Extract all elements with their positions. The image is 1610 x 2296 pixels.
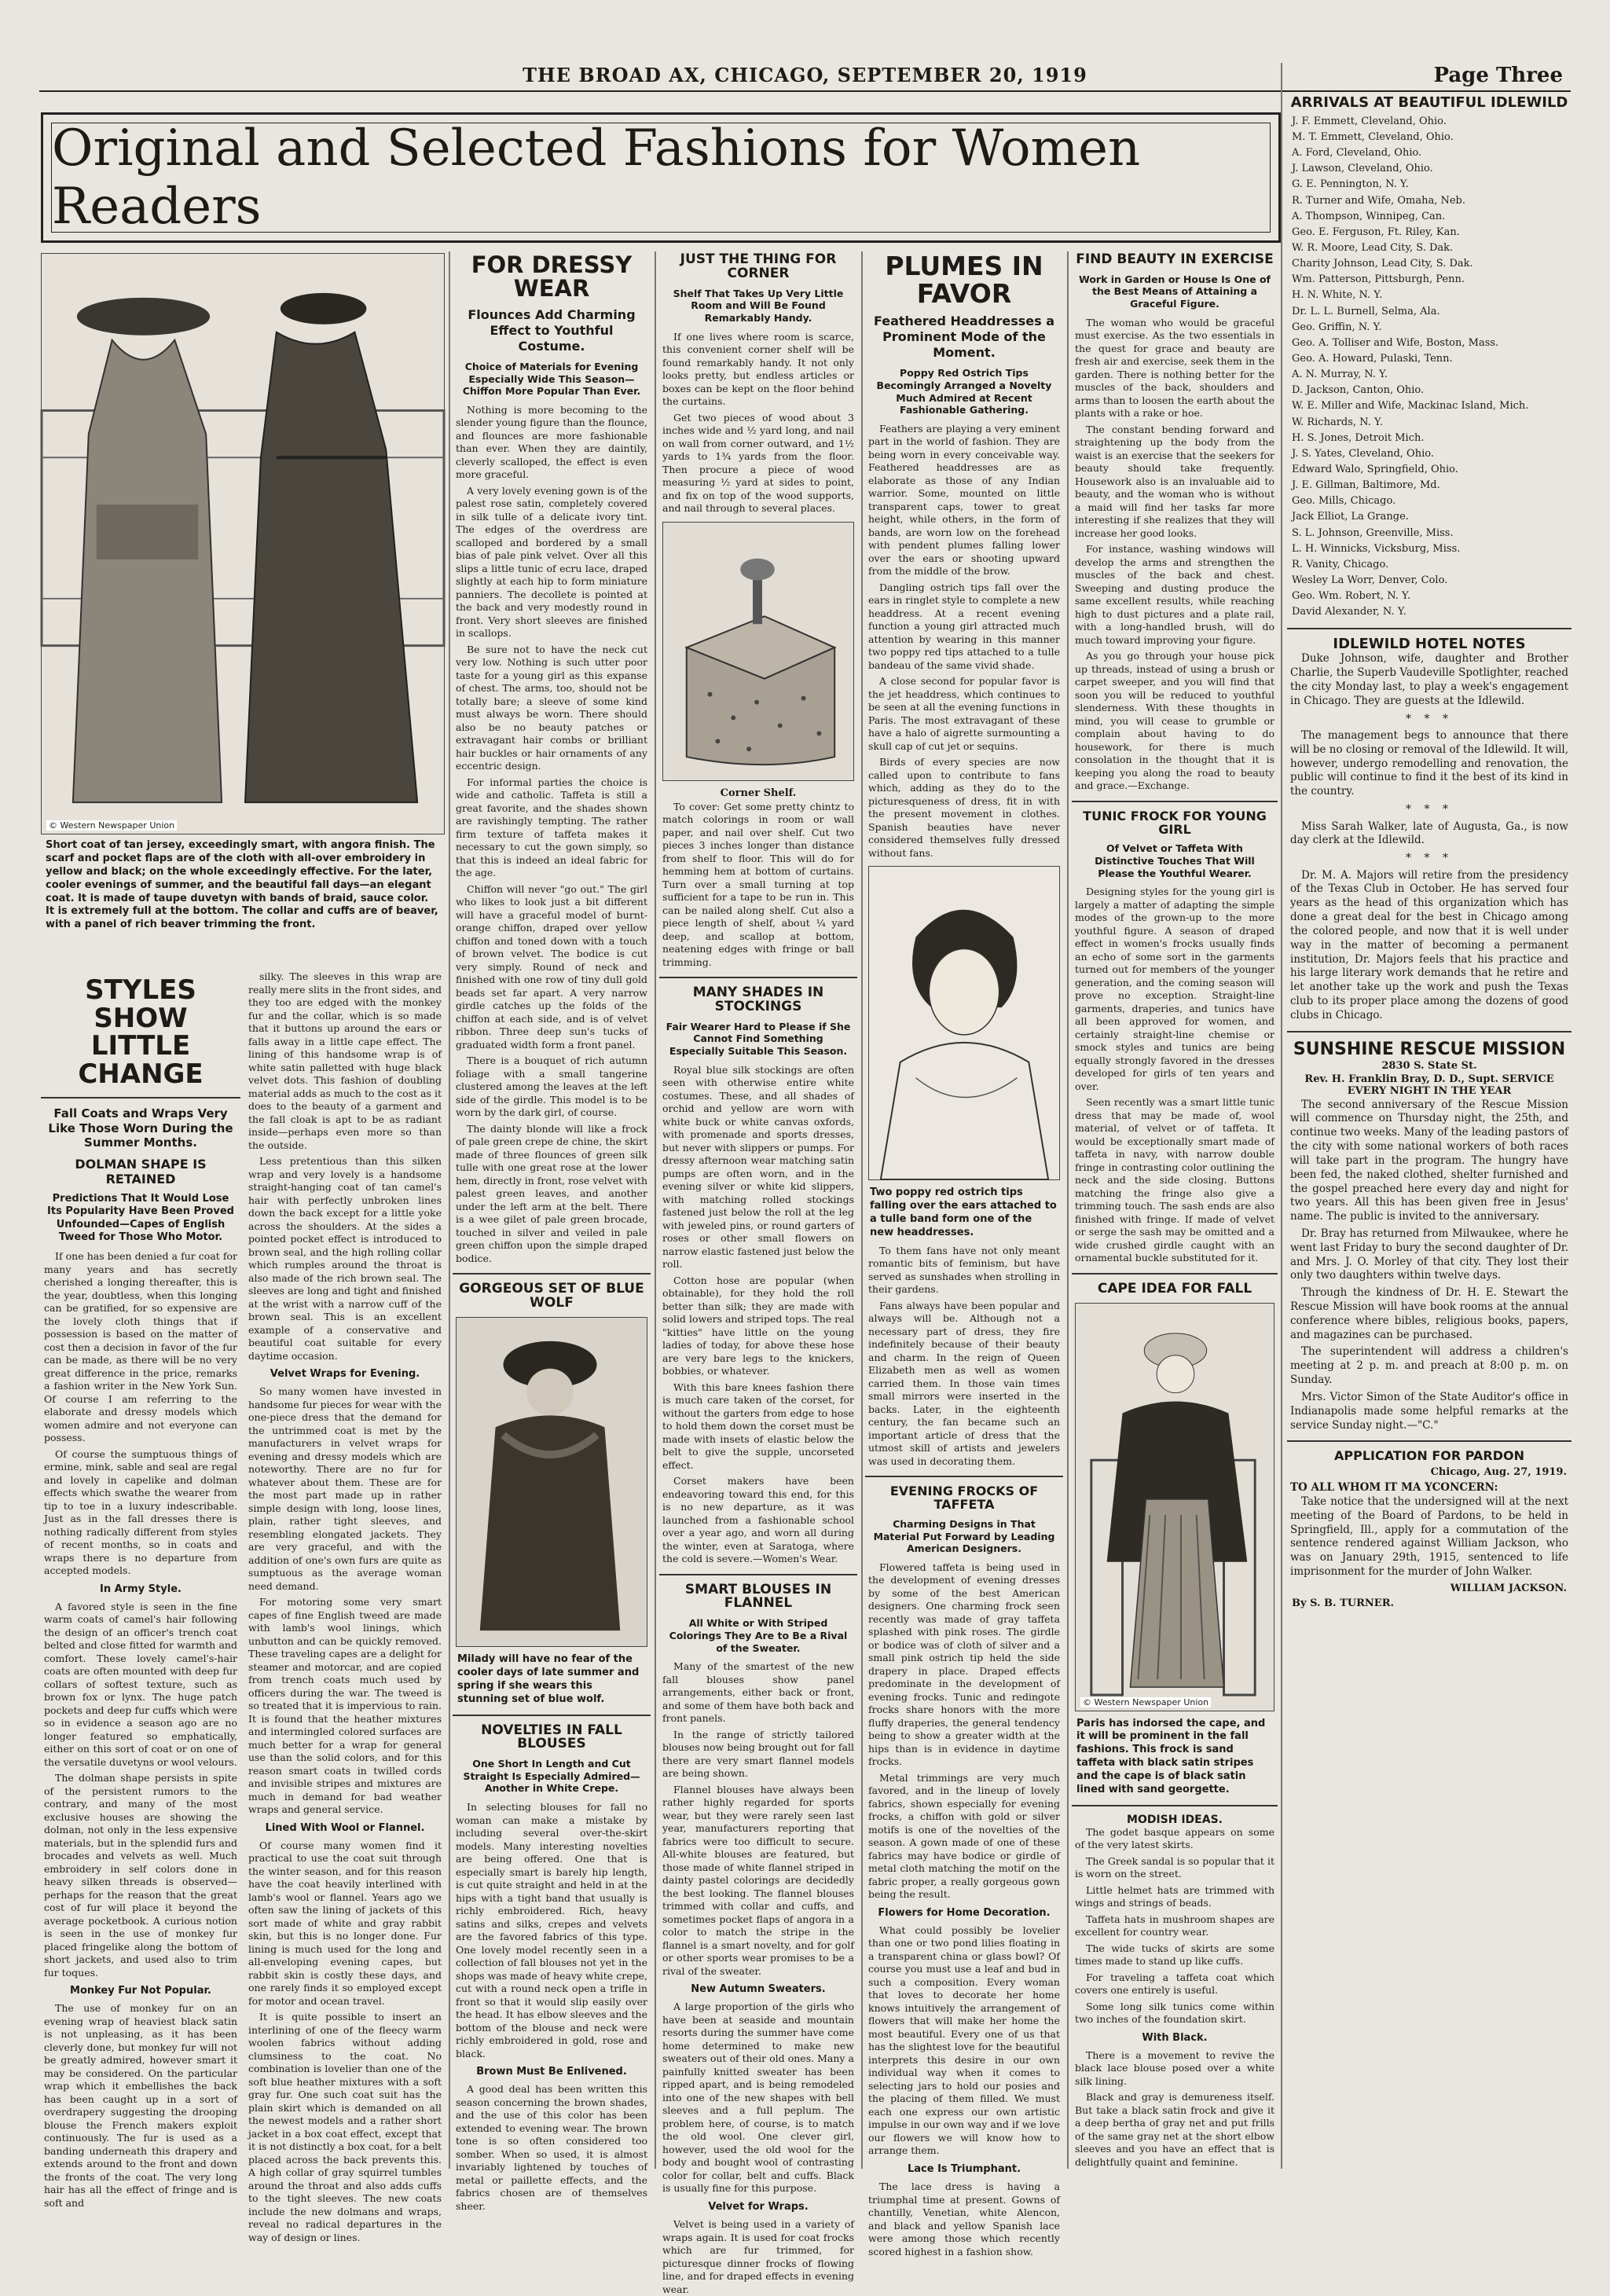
column-rule xyxy=(449,251,450,2169)
paragraph: The dainty blonde will like a frock of pale green crepe de chine, the skirt made of three flounces of green silk tulle with one great rose at the lower hem, directly in front, rose velvet with palest green leaves, and another under the left arm at the belt. There is a wee gilet of pale green brocade, touched in silver and veiled in pale green chiffon upon the simple draped bodice. xyxy=(456,1122,647,1264)
arrival-entry: Geo. Wm. Robert, N. Y. xyxy=(1292,590,1411,603)
column-rule xyxy=(1281,63,1282,2169)
figure-caption: Two poppy red ostrich tips falling over the ears attached to a tulle band form one of the new headdresses. xyxy=(870,1187,1057,1238)
paragraph: Dr. Bray has returned from Milwaukee, where he went last Friday to bury the second daughter of Dr. and Mrs. J. O. Morley of that city. They lost their only two daughters within twelve days. xyxy=(1290,1227,1568,1282)
paragraph: Dr. M. A. Majors will retire from the presidency of the Texas Club in October. He has served four years as the head of this organization which has done a great deal for the best in Chicago among the colored people, and now that it is well under way in the matter of becoming a permanent institution, Dr. Majors feels that his practice and his large literary work demands that he retire and let another take up the work and push the Texas club to its proper place among the dozens of good clubs in Chicago. xyxy=(1290,868,1568,1021)
article-deck: All White or With Striped Colorings They Are to Be a Rival of the Sweater. xyxy=(669,1617,848,1654)
column-rule xyxy=(655,251,656,2169)
paragraph: Flannel blouses have always been rather highly regarded for sports wear, but they were rarely seen last year, manufacturers reporting that fabrics were too difficult to secure. All-white blouses are featured, but those made of white flannel striped in dainty pastel colorings are decidedly the best looking. The flannel blouses trimmed with collar and cuffs, and sometimes pocket flaps of angora in a color to match the stripe in the flannel is a smart novelty, and for golf or other sports wear promises to be a rival of the sweater. xyxy=(662,1783,854,1977)
paragraph: Through the kindness of Dr. H. E. Stewart the Rescue Mission will have book rooms at the annual conference where bibles, religious books, papers, and magazines can be purchased. xyxy=(1290,1286,1568,1341)
paragraph: With this bare knees fashion there is much care taken of the corset, for without the garters from edge to hose to hold them down the corset must be made with insets of elastic below the belt to give the supple, uncorseted effect. xyxy=(662,1381,854,1471)
article-styles-show-little-change xyxy=(41,970,240,2209)
arrival-entry: H. S. Jones, Detroit Mich. xyxy=(1292,431,1425,444)
column-dressy-wear xyxy=(453,251,651,2212)
article-headline: IDLEWILD HOTEL NOTES xyxy=(1333,636,1526,653)
paragraph: Miss Sarah Walker, late of Augusta, Ga., is now day clerk at the Idlewild. xyxy=(1290,820,1568,847)
paragraph: It is quite possible to insert an interlining of one of the fleecy warm woolen fabrics without adding clumsiness to the coat. No combination is lovelier than one of the soft blue heather mixtures with a soft gray fur. One such coat suit has the plain skirt which is demanded on all the newest models and a rather short jacket in a box coat effect, except that it is not distinctly a box coat, for a belt placed across the back prevents this. A high collar of gray squirrel tumbles around the throat and also adds cuffs to the tight sleeves. The new coats include the new dolmans and wraps, reveal no radical departures in the way of design or lines. xyxy=(248,2011,442,2243)
article-body xyxy=(44,1250,237,2210)
arrival-entry: L. H. Winnicks, Vicksburg, Miss. xyxy=(1292,542,1461,555)
mission-pastor: Rev. H. Franklin Bray, D. D., Supt. SERVICE EVERY NIGHT IN THE YEAR xyxy=(1304,1073,1554,1097)
article-body xyxy=(868,423,1060,860)
arrival-entry: R. Turner and Wife, Omaha, Neb. xyxy=(1292,194,1466,207)
arrival-entry: R. Vanity, Chicago. xyxy=(1292,558,1389,570)
article-deck: Flounces Add Charming Effect to Youthful Costume. xyxy=(468,306,636,354)
corner-shelf-illustration xyxy=(662,522,854,781)
paragraph: The godet basque appears on some of the very latest skirts. xyxy=(1075,1825,1274,1851)
paragraph: Designing styles for the young girl is largely a matter of adapting the simple modes of the grown-up to the more youthful figure. A season of draped effect in women's frocks usually finds an echo of some sort in the garments turned out for members of the younger generation, and the coming season will prove no exception. Straight-line garments, draperies, and tunics have all been approved for women, and certainly straight-line chemise or smock styles and tunics are being equally strongly favored in the dresses developed for girls of ten years and over. xyxy=(1075,886,1274,1092)
paragraph: A good deal has been written this season concerning the brown shades, and the use of this color has been extended to evening wear. The brown tone is so often considered too somber. When so used, it is almost invariably lightened by touches of metal or paillette effects, and the fabrics chosen are of themselves sheer. xyxy=(456,2083,647,2212)
paragraph: There is a bouquet of rich autumn foliage with a small tangerine clustered among the leaves at the left side of the girdle. This model is to be worn by the dark girl, of course. xyxy=(456,1054,647,1119)
article-headline: NOVELTIES IN FALL BLOUSES xyxy=(481,1722,622,1752)
article-headline: FIND BEAUTY IN EXERCISE xyxy=(1076,251,1274,267)
article-deck: Feathered Headdresses a Prominent Mode of the Moment. xyxy=(873,314,1055,361)
arrival-entry: Wm. Patterson, Pittsburgh, Penn. xyxy=(1292,273,1465,286)
paragraph: The Greek sandal is so popular that it is worn on the street. xyxy=(1075,1854,1274,1880)
article-headline: APPLICATION FOR PARDON xyxy=(1334,1448,1524,1464)
article-headline: SUNSHINE RESCUE MISSION xyxy=(1293,1039,1566,1059)
subhead: Velvet Wraps for Evening. xyxy=(270,1368,420,1380)
arrival-entry: A. N. Murray, N. Y. xyxy=(1292,369,1388,381)
paragraph: Little helmet hats are trimmed with wings and strings of beads. xyxy=(1075,1883,1274,1909)
separator: * * * xyxy=(1406,852,1453,865)
article-deck: Of Velvet or Taffeta With Distinctive Touches That Will Please the Youthful Wearer. xyxy=(1095,842,1255,879)
separator: * * * xyxy=(1406,803,1453,816)
illustration-caption: Short coat of tan jersey, exceedingly smart, with angora finish. The scarf and pocket flaps are of the cloth with all-over embroidery in yellow and black; on the whole exceedingly effective. For the later, cooler evenings of summer, and the beautiful fall days—an elegant coat. It is made of taupe duvetyn with bands of braid, sauce color. It is extremely full at the bottom. The collar and cuffs are of beaver, with a panel of rich beaver trimming the front. xyxy=(46,839,438,931)
article-body xyxy=(868,1245,1060,1469)
arrival-entry: Dr. L. L. Burnell, Selma, Ala. xyxy=(1292,305,1440,317)
column-plumes xyxy=(865,251,1063,2257)
article-headline: JUST THE THING FOR CORNER xyxy=(680,251,837,281)
article-body xyxy=(1290,1098,1568,1433)
masthead xyxy=(39,59,1571,92)
paragraph: Metal trimmings are very much favored, and in the lineup of lovely fabrics, shown especially for evening frocks, a chiffon with gold or silver motifs is one of the novelties of the season. A gown made of one of these fabrics may have bodice or girdle of metal cloth matching the motif on the fabric proper, a really gorgeous gown being the result. xyxy=(868,1771,1060,1901)
arrival-entry: J. F. Emmett, Cleveland, Ohio. xyxy=(1292,115,1447,127)
article-subhead: DOLMAN SHAPE IS RETAINED xyxy=(75,1157,207,1187)
mission-address: 2830 S. State St. xyxy=(1381,1059,1477,1072)
arrival-entry: Jack Elliot, La Grange. xyxy=(1292,511,1409,523)
paragraph: Take notice that the undersigned will at the next meeting of the Board of Pardons, to be held in Springfield, Ill., apply for a commutation of the sentence rendered against William Jackson, who was on January 29th, 1915, sentenced to life imprisonment for the murder of John Walker. xyxy=(1290,1495,1568,1579)
arrival-entry: M. T. Emmett, Cleveland, Ohio. xyxy=(1292,131,1454,144)
arrival-entry: H. N. White, N. Y. xyxy=(1292,289,1383,302)
paragraph: Many of the smartest of the new fall blouses show panel arrangements, either back or front, and some of them have both back and front panels. xyxy=(662,1660,854,1725)
paragraph: Cotton hose are popular (when obtainable), for they hold the roll better than silk; they are made with solid lowers and striped tops. The real "kitties" have little on the young ladies of today, for above these hose are very bare legs to the knickers, bobbies, or whatever. xyxy=(662,1274,854,1377)
paragraph: Feathers are playing a very eminent part in the world of fashion. They are being worn in every conceivable way. Feathered headdresses are as elaborate as those of any Indian warrior. Some, mounted on little transparent caps, tower to great height, while others, in the form of bands, are worn low on the forehead with pendent plumes falling lower over the ears or shooting upward from the middle of the brow. xyxy=(868,422,1060,578)
article-deck: Work in Garden or House Is One of the Best Means of Attaining a Graceful Figure. xyxy=(1079,273,1271,310)
two-coats-drawing xyxy=(42,254,444,834)
column-rule xyxy=(861,251,863,2169)
article-deck-2: Choice of Materials for Evening Especially Wide This Season—Chiffon More Popular Than Ever. xyxy=(462,360,641,398)
fashion-illustration-block xyxy=(41,253,445,931)
article-headline: FOR DRESSY WEAR xyxy=(471,251,633,303)
arrival-entry: S. L. Johnson, Greenville, Miss. xyxy=(1292,526,1454,539)
article-headline: CAPE IDEA FOR FALL xyxy=(1097,1280,1252,1297)
article-body xyxy=(1290,652,1568,1022)
article-body xyxy=(1075,886,1274,1265)
paragraph: For instance, washing windows will develop the arms and strengthen the muscles of the back and chest. Sweeping and dusting produce the same excellent results, while reaching high to dust pictures and a plate rail, with a long-handled brush, will do much toward improving your figure. xyxy=(1075,543,1274,646)
article-deck-2: Poppy Red Ostrich Tips Becomingly Arranged a Novelty Much Admired at Recent Fashionable Gathering. xyxy=(876,367,1052,416)
arrival-entry: G. E. Pennington, N. Y. xyxy=(1292,178,1409,191)
article-body xyxy=(248,970,442,2244)
arrivals-list xyxy=(1292,114,1567,621)
article-deck: One Short In Length and Cut Straight Is Especially Admired—Another in White Crepe. xyxy=(463,1758,640,1795)
article-deck: Fall Coats and Wraps Very Like Those Worn During the Summer Months. xyxy=(48,1106,233,1150)
figure-caption: Corner Shelf. xyxy=(720,787,797,799)
arrival-entry: A. Ford, Cleveland, Ohio. xyxy=(1292,147,1422,160)
paragraph: Of course the sumptuous things of ermine, mink, sable and seal are regal and lovely in capelike and dolman effects which swathe the wearer from tip to toe in a luxury indescribable. Just as in the fall dresses there is nothing radically different from styles of recent months, so in coats and wraps there is no departure from accepted models. xyxy=(44,1447,237,1576)
article-headline: MODISH IDEAS. xyxy=(1127,1813,1223,1826)
paragraph: A large proportion of the girls who have been at seaside and mountain resorts during the summer have come home determined to make new sweaters out of their old ones. Many a painfully knitted sweater has been ripped apart, and is being remodeled into one of the new shapes with bell sleeves and a full peplum. The problem here, of course, is to match the old wool. One clever girl, however, used the old wool for the body and bought wool of contrasting color for collar, belt and cuffs. Black is usually fine for this purpose. xyxy=(662,2001,854,2195)
arrival-entry: W. Richards, N. Y. xyxy=(1292,416,1384,428)
paragraph: Taffeta hats in mushroom shapes are excellent for country wear. xyxy=(1075,1913,1274,1938)
dateline: Chicago, Aug. 27, 1919. xyxy=(1430,1466,1567,1479)
page-number: Page Three xyxy=(1433,64,1563,87)
column-corner-shelf xyxy=(659,251,857,2295)
photo-credit: © Western Newspaper Union xyxy=(46,820,177,831)
ostrich-tips-illustration xyxy=(868,866,1060,1180)
paragraph: So many women have invested in handsome fur pieces for wear with the one-piece dress that the demand for the untrimmed coat is met by the manufacturers in velvet wraps for evening and dressy models which are noteworthy. There are no fur for whatever about them. These are for the most part made up in rather simple design with long, loose lines, plain, rather tight sleeves, and resembling elongated jackets. They are very graceful, and with the addition of one's own furs are quite as sumptuous as the average woman need demand. xyxy=(248,1385,442,1592)
arrival-entry: J. Lawson, Cleveland, Ohio. xyxy=(1292,163,1433,175)
paragraph: Birds of every species are now called upon to contribute to fans which, adding as they do to the picturesqueness of dress, fit in with the present movement in clothes. Spanish beauties have never considered themselves fully dressed without fans. xyxy=(868,756,1060,859)
paragraph: Duke Johnson, wife, daughter and Brother Charlie, the Superb Vaudeville Spotlighter, reached the city Monday last, to play a week's engagement in Chicago. They are guests at the Idlewild. xyxy=(1290,652,1568,707)
article-body xyxy=(868,1561,1060,2258)
arrival-entry: A. Thompson, Winnipeg, Can. xyxy=(1292,210,1446,222)
arrival-entry: Geo. E. Ferguson, Ft. Riley, Kan. xyxy=(1292,226,1460,238)
paragraph: The superintendent will address a children's meeting at 2 p. m. and preach at 8:00 p. m. on Sunday. xyxy=(1290,1345,1568,1387)
paragraph: Nothing is more becoming to the slender young figure than the flounce, and flounces are more fashionable than ever. When they are daintily, cleverly scalloped, the effect is even more graceful. xyxy=(456,403,647,481)
paragraph: The second anniversary of the Rescue Mission will commence on Thursday night, the 25th, and continue two weeks. Many of the leading pastors of the city with some national workers of both races will take part in the program. The hungry have been fed, the naked clothed, shelter furnished and the gospel preached here every day and night for two years. All this has been given free in Jesus' name. The public is invited to the anniversary. xyxy=(1290,1098,1568,1223)
arrival-entry: Geo. A. Tolliser and Wife, Boston, Mass. xyxy=(1292,336,1499,349)
article-headline: PLUMES IN FAVOR xyxy=(885,251,1043,309)
paragraph: In selecting blouses for fall no woman can make a mistake by including several over-the-skirt models. Many interesting novelties are being offered. One that is especially smart is barely hip length, is cut quite straight and held in at the hips with a tight band that usually is richly embroidered. Rich, heavy satins and silks, crepes and velvets are the favored fabrics of this type. One lovely model recently seen in a collection of fall blouses not yet in the shops was made of heavy white crepe, cut with a round neck open a trifle in front so that it would slip easily over the head. It has elbow sleeves and the bottom of the blouse and neck were richly embroidered in gold, rose and black. xyxy=(456,1801,647,2059)
article-deck: Charming Designs in That Material Put Forward by Leading American Designers. xyxy=(873,1517,1055,1555)
subhead: Monkey Fur Not Popular. xyxy=(70,1985,211,1997)
paragraph: Black and gray is demureness itself. But take a black satin frock and give it a deep bertha of gray net and put frills of the same gray net at the short elbow sleeves and you have an effect that is delightfully quaint and feminine. xyxy=(1075,2091,1274,2168)
subhead: In Army Style. xyxy=(100,1583,182,1595)
paragraph: A close second for popular favor is the jet headdress, which continues to be seen at all the evening functions in Paris. The most extravagant of these have a halo of aigrette surmounting a skull cap of cut jet or sequins. xyxy=(868,675,1060,752)
salutation: TO ALL WHOM IT MA YCONCERN: xyxy=(1290,1481,1498,1495)
subhead: Lined With Wool or Flannel. xyxy=(265,1821,425,1834)
paragraph: For motoring some very smart capes of fine English tweed are made with lamb's wool linings, which unbutton and can be quickly removed. These traveling capes are a delight for steamer and motorcar, and are copied from trench coats much used by officers during the war. The tweed is so treated that it is impervious to rain. It is found that the heather mixtures and intermingled colored surfaces are much better for a wrap for general use than the solid colors, and for this reason smart coats in twilled cords and invisible stripes and mixtures are much in demand for bad weather wraps and general service. xyxy=(248,1596,442,1816)
arrival-entry: J. S. Yates, Cleveland, Ohio. xyxy=(1292,447,1434,460)
arrival-entry: Wesley La Worr, Denver, Colo. xyxy=(1292,574,1448,586)
paragraph: The management begs to announce that there will be no closing or removal of the Idlewild. It will, however, undergo remodelling and renovation, the public will continue to find it the best of its kind in the country. xyxy=(1290,729,1568,798)
article-headline: MANY SHADES IN STOCKINGS xyxy=(692,985,824,1014)
article-deck: Fair Wearer Hard to Please if She Cannot Find Something Especially Suitable This Season. xyxy=(666,1020,851,1057)
paragraph: Flowered taffeta is being used in the development of evening dresses by some of the best American designers. One charming frock seen recently was made of gray taffeta splashed with pink roses. The girdle or bodice was of cloth of silver and a small pink ostrich tip held the side drapery in place. Draped effects predominate in the development of evening frocks. Tunic and redingote frocks share honors with the more fluffy draperies, the general tendency being to show a greater width at the hips than is in evidence in daytime frocks. xyxy=(868,1561,1060,1768)
subhead: Velvet for Wraps. xyxy=(708,2200,809,2213)
photo-credit: © Western Newspaper Union xyxy=(1080,1697,1211,1707)
paragraph: Mrs. Victor Simon of the State Auditor's office in Indianapolis made some helpful remarks at the service Sunday night.—"C." xyxy=(1290,1390,1568,1432)
arrival-entry: J. E. Gillman, Baltimore, Md. xyxy=(1292,479,1440,492)
figure-caption: Milady will have no fear of the cooler days of late summer and spring if she wears this stunning set of blue wolf. xyxy=(457,1652,640,1705)
section-banner xyxy=(41,112,1281,243)
arrival-entry: Edward Walo, Springfield, Ohio. xyxy=(1292,463,1458,475)
paragraph: Less pretentious than this silken wrap and very lovely is a handsome straight-hanging coat of tan camel's hair with perfectly unbroken lines down the back except for a little yoke across the shoulders. At the sides a pointed pocket effect is introduced to brown seal, and the high rolling collar which rumples around the throat is also made of the rich brown seal. The sleeves are long and tight and finished at the wrist with a narrow cuff of the brown seal. This is an excellent example of a conservative and beautiful coat suitable for every daytime occasion. xyxy=(248,1155,442,1362)
two-coats-illustration xyxy=(41,253,445,834)
paragraph: Seen recently was a smart little tunic dress that may be made of, wool material, of velvet or of taffeta. It would be exceptionally smart made of taffeta in navy, with narrow double fringe in contrasting color outlining the neck and the side closing. Buttons matching the fringe also give a trimming touch. The sash ends are also finished with fringe. If made of velvet or serge the sash may be omitted and a wide crushed girdle caught with an ornamental buckle substituted for it. xyxy=(1075,1096,1274,1264)
paragraph: There is a movement to revive the black lace blouse posed over a white silk lining. xyxy=(1075,2048,1274,2087)
subhead: Flowers for Home Decoration. xyxy=(878,1906,1051,1919)
article-body xyxy=(662,801,854,970)
subhead: With Black. xyxy=(1142,2031,1208,2044)
paragraph: To cover: Get some pretty chintz to match colorings in room or wall paper, and nail over shelf. Cut two pieces 3 inches longer than distance from shelf to floor. This will do for hemming hem at bottom of curtains. Turn over a small turning at top sufficient for a tape to be run in. This can be nailed along shelf. Cut also a piece length of shelf, about ¼ yard deep, and scallop at bottom, neatening edges with fringe or ball trimming. xyxy=(662,800,854,968)
paragraph: Get two pieces of wood about 3 inches wide and ½ yard long, and nail on wall from corner outward, and 1½ yards to 1¾ yards from the floor. Then procure a piece of wood measuring ½ yard at sides to point, and fix on top of the wood supports, and nail through to several places. xyxy=(662,411,854,515)
paragraph: As you go through your house pick up threads, instead of using a brush or carpet sweeper, and you will find that soon you will be reduced to youthful slenderness. With these thoughts in mind, you will cease to grumble or complain about having to do housework, for there is much consolation in the thought that it is keeping you along the road to beauty and grace.—Exchange. xyxy=(1075,650,1274,792)
article-body xyxy=(662,331,854,515)
subhead: Lace Is Triumphant. xyxy=(907,2162,1021,2175)
article-headline: GORGEOUS SET OF BLUE WOLF xyxy=(459,1281,644,1311)
paragraph: A very lovely evening gown is of the palest rose satin, completely covered in silk tulle of a delicate ivory tint. The edges of the overdress are scalloped and bordered by a small bias of pale pink velvet. Over all this slips a little tunic of ecru lace, draped slightly at each hip to form miniature panniers. The decollete is pointed at the back and very modestly round in front. Very short sleeves are finished in scallops. xyxy=(456,484,647,640)
article-body xyxy=(1075,1826,1274,2169)
arrival-entry: Geo. Griffin, N. Y. xyxy=(1292,321,1382,333)
paragraph: For traveling a taffeta coat which covers one entirely is useful. xyxy=(1075,1971,1274,1997)
article-body xyxy=(662,1660,854,2296)
arrival-entry: D. Jackson, Canton, Ohio. xyxy=(1292,384,1425,397)
paragraph: If one has been denied a fur coat for many years and has secretly cherished a longing thereafter, this is the year, doubtless, when this longing can be gratified, for so expensive are the lovely cloth things that if possession is based on the matter of cost then a decision in favor of the fur can be made, as there will be no very great difference in the price, remarks a fashion writer in the New York Sun. Of course I am referring to the elaborate and dressy models which women admire and not everyone can possess. xyxy=(44,1250,237,1443)
paragraph: The constant bending forward and straightening up the body from the waist is an exercise that the seekers for beauty should take frequently. Housework also is an invaluable aid to beauty, and the woman who is without a maid will find her tasks far more interesting if she realizes that they will increase her good looks. xyxy=(1075,423,1274,539)
blue-wolf-illustration xyxy=(456,1317,647,1647)
article-continuation xyxy=(245,970,445,2243)
article-body xyxy=(1290,1481,1568,1579)
arrival-entry: W. R. Moore, Lead City, S. Dak. xyxy=(1292,242,1454,255)
paragraph: If one lives where room is scarce, this convenient corner shelf will be found remarkably handy. It not only looks pretty, but endless articles or boxes can be kept on the floor behind the curtains. xyxy=(662,330,854,408)
article-deck-2: Predictions That It Would Lose Its Popularity Have Been Proved Unfounded—Capes of English Tweed for Those Who Motor. xyxy=(47,1193,234,1243)
paragraph: The lace dress is having a triumphal time at present. Gowns of chantilly, Venetian, white Alencon, and black and yellow Spanish lace were among those which recently scored highest in a fashion show. xyxy=(868,2180,1060,2257)
figure-caption: Paris has indorsed the cape, and it will be prominent in the fall fashions. This frock is sand taffeta with black satin stripes and the cape is of black satin lined with sand georgette. xyxy=(1076,1717,1266,1795)
article-body xyxy=(456,404,647,1266)
arrival-entry: Geo. A. Howard, Pulaski, Tenn. xyxy=(1292,353,1453,365)
paragraph: Fans always have been popular and always will be. Although not a necessary part of dress, they fire indefinitely because of their beauty and charm. In the reign of Queen Elizabeth men as well as women carried them. In those vain times small mirrors were inserted in the backs. Later, in the eighteenth century, the fan became such an important article of dress that the utmost skill of artists and jewelers was used in decorating them. xyxy=(868,1299,1060,1467)
article-body xyxy=(1075,317,1274,793)
paragraph: Be sure not to have the neck cut very low. Nothing is such utter poor taste for a young girl as this expanse of chest. The arms, too, should not be totally bare; a sleeve of some kind must always be worn. There should also be no beauty patches or extravagant hair combs or brilliant hair buckles or hair ornaments of any eccentric design. xyxy=(456,643,647,772)
column-beauty-exercise xyxy=(1072,253,1278,2170)
arrival-entry: Charity Johnson, Lead City, S. Dak. xyxy=(1292,258,1473,270)
paragraph: In the range of strictly tailored blouses now being brought out for fall there are very smart flannel models are being shown. xyxy=(662,1728,854,1780)
paragraph: Some long silk tunics come within two inches of the foundation skirt. xyxy=(1075,2000,1274,2026)
signature-by: By S. B. TURNER. xyxy=(1292,1597,1395,1609)
signature: WILLIAM JACKSON. xyxy=(1450,1582,1567,1594)
paragraph: The wide tucks of skirts are some times made to stand up like cuffs. xyxy=(1075,1942,1274,1968)
masthead-title: THE BROAD AX, CHICAGO, SEPTEMBER 20, 1919 xyxy=(523,64,1087,86)
paragraph: silky. The sleeves in this wrap are really mere slits in the front sides, and they too are edged with the monkey fur and the collar, which is so made that it buttons up around the ears or falls away in a little cape effect. The lining of this handsome wrap is of white satin palletted with huge black velvet dots. This fashion of doubling material adds as much to the cost as it does to the beauty of a garment and the fall cloak is apt to be as radiant inside—perhaps even more so than the outside. xyxy=(248,970,442,1151)
article-deck: Shelf That Takes Up Very Little Room and Will Be Found Remarkably Handy. xyxy=(673,287,844,324)
paragraph: Corset makers have been endeavoring toward this end, for this is no new departure, as it was launched from a fashionable school over a year ago, and worn all during the winter, even at Saratoga, where the cold is severe.—Women's Wear. xyxy=(662,1475,854,1565)
cape-illustration xyxy=(1075,1303,1274,1711)
cape-drawing xyxy=(1076,1304,1274,1711)
paragraph: Of course many women find it practical to use the coat suit through the winter season, and for this reason have the coat heavily interlined with lamb's wool or flannel. Years ago we often saw the lining of jackets of this sort made of white and gray rabbit skin, but this is no longer done. Fur lining is much used for the long and all-enveloping evening capes, but rabbit skin is costly these days, and one rarely finds it so employed except for motor and ocean travel. xyxy=(248,1839,442,2007)
paragraph: Royal blue silk stockings are often seen with otherwise entire white costumes. These, and all shades of orchid and yellow are worn with white buck or white canvas oxfords, with promenade and sports dresses, but never with slippers or pumps. For dressy afternoon wear matching satin pumps are often worn, and in the evening silver or white kid slippers, with matching rolled stockings fastened just below the roll at the leg with jeweled pins, or round garters of roses or other small flowers on narrow elastic fastened just below the roll. xyxy=(662,1063,854,1271)
column-idlewild xyxy=(1287,96,1571,2170)
paragraph: The woman who would be graceful must exercise. As the two essentials in the quest for grace and beauty are fresh air and exercise, seek them in the garden. There is nothing better for the muscles of the back, shoulders and arms than to loosen the earth about the plants with a rake or hoe. xyxy=(1075,316,1274,420)
paragraph: The use of monkey fur on an evening wrap of heaviest black satin is not unpleasing, as it has been cleverly done, but monkey fur will not be greatly admired, however smart it may be considered. On the particular wrap which it embellishes the back has been caught up in a sort of overdrapery suggesting the drooping blouse the French makers exploit continuously. The fur is used as a banding underneath this drapery and extends around to the front and down the fronts of the coat. The very long hair has all the effect of fringe and is soft and xyxy=(44,2002,237,2209)
separator: * * * xyxy=(1406,712,1453,725)
arrival-entry: W. E. Miller and Wife, Mackinac Island, Mich. xyxy=(1292,400,1529,413)
article-headline: TUNIC FROCK FOR YOUNG GIRL xyxy=(1083,808,1267,837)
article-headline: SMART BLOUSES IN FLANNEL xyxy=(684,1581,832,1612)
article-headline: EVENING FROCKS OF TAFFETA xyxy=(889,1484,1039,1513)
arrival-entry: Geo. Mills, Chicago. xyxy=(1292,495,1396,508)
paragraph: Chiffon will never "go out." The girl who likes to look just a bit different will have a graceful model of burnt-orange chiffon, draped over yellow chiffon and toned down with a touch of brown velvet. The bodice is cut very simply. Round of neck and finished with one row of tiny dull gold beads set far apart. A very narrow girdle catches up the folds of the chiffon at each side, and is of velvet ribbon. Three deep sun's tucks of graduated width form a front panel. xyxy=(456,882,647,1051)
article-body xyxy=(662,1064,854,1566)
paragraph: To them fans have not only meant romantic bits of feminism, but have served as sunshades when strolling in their gardens. xyxy=(868,1244,1060,1296)
blue-wolf-drawing xyxy=(457,1318,647,1646)
article-body xyxy=(456,1801,647,2213)
section-title: Original and Selected Fashions for Women Readers xyxy=(52,119,1141,236)
column-rule xyxy=(1067,251,1069,2169)
subhead: New Autumn Sweaters. xyxy=(691,1983,826,1996)
subhead: Brown Must Be Enlivened. xyxy=(476,2066,627,2078)
paragraph: What could possibly be lovelier than one or two pond lilies floating in a transparent china or glass bowl? Of course you must use a leaf and bud in such a composition. Every woman that loves to decorate her home knows intuitively the arrangement of flowers that will make her home the most beautiful. Every one of us that has the slightest love for the beautiful interprets this desire in our own individual way when it comes to selecting jars to hold our posies and the placing of them filled. We must each one express our own artistic impulse in our own way and if we love our flowers we will know how to arrange them. xyxy=(868,1924,1060,2157)
paragraph: The dolman shape persists in spite of the persistent rumors to the contrary, and many of the most exclusive houses are showing the dolman, not only in the less expensive materials, but in the splendid furs and brocades and velvets as well. Much embroidery in self colors done in heavy silken threads is observed—perhaps for the reason that the great cost of fur will place it beyond the average pocketbook. A curious notion is seen in the use of monkey fur placed fringelike along the bottom of short jackets, and used also to trim fur toques. xyxy=(44,1772,237,1979)
corner-shelf-drawing xyxy=(663,523,853,780)
paragraph: Velvet is being used in a variety of wraps again. It is used for coat frocks which are fur trimmed, for picturesque dinner frocks of flowing line, and for draped effects in evening wear. xyxy=(662,2218,854,2295)
paragraph: Dangling ostrich tips fall over the ears in ringlet style to complete a new headdress. At a recent evening function a young girl attracted much attention by wearing in this manner two poppy red tips attached to a tulle bandeau of the same vivid shade. xyxy=(868,581,1060,671)
arrival-entry: David Alexander, N. Y. xyxy=(1292,606,1406,618)
paragraph: A favored style is seen in the fine warm coats of camel's hair following the design of an officer's trench coat belted and close fitted for warmth and comfort. These lovely camel's-hair coats are often mounted with deep fur collars of softest texture, such as brown fox or lynx. The huge patch pockets and deep fur cuffs which were so in evidence a season ago are no longer featured so emphatically, either on this sort of coat or on one of the versatile duvetyns or wool velours. xyxy=(44,1600,237,1768)
ostrich-tips-drawing xyxy=(869,867,1059,1179)
article-headline: ARRIVALS AT BEAUTIFUL IDLEWILD xyxy=(1290,94,1568,111)
article-headline: STYLES SHOW LITTLE CHANGE xyxy=(78,974,204,1091)
paragraph: For informal parties the choice is wide and catholic. Taffeta is still a great favorite, and the shades shown are ravishingly tempting. The rather firm texture of taffeta makes it necessary to cut the gown simply, so that this is indeed an ideal fabric for the age. xyxy=(456,776,647,879)
